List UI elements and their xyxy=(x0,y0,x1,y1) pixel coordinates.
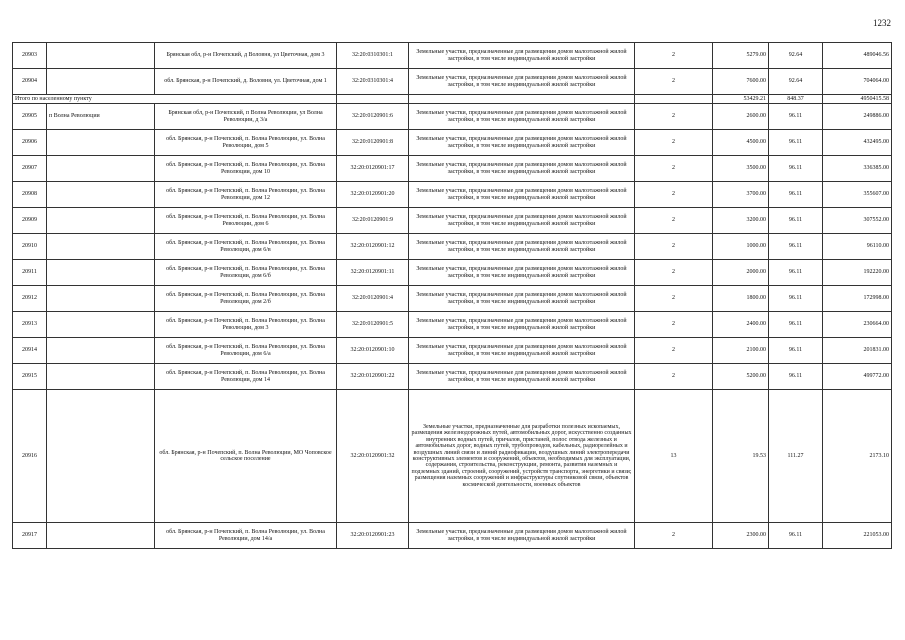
settlement-cell xyxy=(47,43,155,69)
row-number-cell: 20903 xyxy=(13,43,47,69)
land-use-cell: Земельные участки, предназначенные для разработки полезных ископаемых, размещения железнодорожных путей, автомобильных дорог, искусственно созданных внутренних водных путей, причалов, пристаней, полос отвода железных и автомобильных дорог, водных путей, трубопроводов, кабельных, радиорелейных и воздушных линий связи и линий радиофикации, воздушных линий электропередачи конструктивных элементов и сооружений, объектов, необходимых для эксплуатации, содержания, строительства, реконструкции, ремонта, развития наземных и подземных зданий, строений, сооружений, устройств транспорта, энергетики и связи; размещения наземных сооружений и инфраструктуры спутниковой связи, объектов космической деятельности, военных объектов xyxy=(409,390,635,523)
use-group-cell: 2 xyxy=(635,208,713,234)
use-group-cell: 2 xyxy=(635,69,713,95)
cadastral-number-cell: 32:20:0120901:10 xyxy=(337,338,409,364)
settlement-total-row xyxy=(13,95,892,104)
address-cell: обл. Брянская, р-н Почепский, п. Волна Революции, ул. Волна Революции, дом 6/в xyxy=(155,234,337,260)
table-row xyxy=(13,286,892,312)
specific-value-cell: 96.11 xyxy=(769,130,823,156)
cadastral-value-cell: 96110.00 xyxy=(823,234,892,260)
use-group-cell: 2 xyxy=(635,182,713,208)
settlement-cell xyxy=(47,286,155,312)
table-row xyxy=(13,182,892,208)
table-row xyxy=(13,130,892,156)
table-row xyxy=(13,523,892,549)
cadastral-value-cell: 704064.00 xyxy=(823,69,892,95)
area-cell: 1800.00 xyxy=(713,286,769,312)
area-cell: 3200.00 xyxy=(713,208,769,234)
cadastral-value-cell: 249886.00 xyxy=(823,104,892,130)
area-cell: 3500.00 xyxy=(713,156,769,182)
row-number-cell: 20913 xyxy=(13,312,47,338)
specific-value-cell: 96.11 xyxy=(769,286,823,312)
table-row xyxy=(13,208,892,234)
area-cell: 2600.00 xyxy=(713,104,769,130)
cadastral-value-cell: 489046.56 xyxy=(823,43,892,69)
use-group-cell: 2 xyxy=(635,156,713,182)
cadastral-number-cell: 32:20:0120901:12 xyxy=(337,234,409,260)
table-row xyxy=(13,69,892,95)
row-number-cell: 20916 xyxy=(13,390,47,523)
specific-value-cell: 96.11 xyxy=(769,104,823,130)
row-number-cell: 20912 xyxy=(13,286,47,312)
cadastral-number-cell: 32:20:0120901:8 xyxy=(337,130,409,156)
specific-value-cell: 96.11 xyxy=(769,338,823,364)
cadastral-value-cell: 307552.00 xyxy=(823,208,892,234)
area-cell: 2100.00 xyxy=(713,338,769,364)
settlement-cell xyxy=(47,364,155,390)
area-cell: 5200.00 xyxy=(713,364,769,390)
row-number-cell: 20911 xyxy=(13,260,47,286)
settlement-cell xyxy=(47,69,155,95)
use-group-cell: 2 xyxy=(635,260,713,286)
address-cell: обл. Брянская, р-н Почепский, п. Волна Революции, ул. Волна Революции, дом 2/б xyxy=(155,286,337,312)
address-cell: обл. Брянская, р-н Почепский, д. Воловня, ул. Цветочная, дом 1 xyxy=(155,69,337,95)
row-number-cell: 20914 xyxy=(13,338,47,364)
area-cell: 1000.00 xyxy=(713,234,769,260)
cadastral-number-cell: 32:20:0120901:4 xyxy=(337,286,409,312)
table-row xyxy=(13,104,892,130)
specific-value-cell: 96.11 xyxy=(769,208,823,234)
settlement-cell xyxy=(47,182,155,208)
table-body xyxy=(13,43,892,549)
cadastral-value-cell: 355607.00 xyxy=(823,182,892,208)
settlement-cell xyxy=(47,312,155,338)
cadastral-number-cell: 32:20:0120901:5 xyxy=(337,312,409,338)
cadastral-number-cell: 32:20:0120901:6 xyxy=(337,104,409,130)
use-group-cell: 2 xyxy=(635,364,713,390)
land-use-cell: Земельные участки, предназначенные для размещения домов малоэтажной жилой застройки, в том числе индивидуальной жилой застройки xyxy=(409,130,635,156)
use-group-cell: 2 xyxy=(635,130,713,156)
row-number-cell: 20915 xyxy=(13,364,47,390)
address-cell: обл. Брянская, р-н Почепский, п. Волна Революции, МО Чоповское сельское поселение xyxy=(155,390,337,523)
settlement-cell xyxy=(47,338,155,364)
area-cell: 7600.00 xyxy=(713,69,769,95)
row-number-cell: 20905 xyxy=(13,104,47,130)
empty-cell xyxy=(337,95,409,104)
area-cell: 19.53 xyxy=(713,390,769,523)
cadastral-number-cell: 32:20:0120901:9 xyxy=(337,208,409,234)
use-group-cell: 2 xyxy=(635,523,713,549)
cadastral-number-cell: 32:20:0310301:4 xyxy=(337,69,409,95)
empty-cell xyxy=(635,95,713,104)
land-use-cell: Земельные участки, предназначенные для размещения домов малоэтажной жилой застройки, в том числе индивидуальной жилой застройки xyxy=(409,43,635,69)
address-cell: обл. Брянская, р-н Почепский, п. Волна Революции, ул. Волна Революции, дом 12 xyxy=(155,182,337,208)
specific-value-cell: 92.64 xyxy=(769,69,823,95)
cadastral-value-cell: 336385.00 xyxy=(823,156,892,182)
settlement-cell xyxy=(47,208,155,234)
table-row xyxy=(13,338,892,364)
table-row xyxy=(13,260,892,286)
specific-value-cell: 96.11 xyxy=(769,234,823,260)
land-use-cell: Земельные участки, предназначенные для размещения домов малоэтажной жилой застройки, в том числе индивидуальной жилой застройки xyxy=(409,208,635,234)
use-group-cell: 2 xyxy=(635,338,713,364)
specific-value-cell: 111.27 xyxy=(769,390,823,523)
specific-value-cell: 92.64 xyxy=(769,43,823,69)
land-use-cell: Земельные участки, предназначенные для размещения домов малоэтажной жилой застройки, в том числе индивидуальной жилой застройки xyxy=(409,104,635,130)
use-group-cell: 2 xyxy=(635,104,713,130)
settlement-cell xyxy=(47,260,155,286)
cadastral-value-cell: 230664.00 xyxy=(823,312,892,338)
use-group-cell: 2 xyxy=(635,286,713,312)
cadastral-number-cell: 32:20:0120901:32 xyxy=(337,390,409,523)
address-cell: обл. Брянская, р-н Почепский, п. Волна Революции, ул. Волна Революции, дом 6/а xyxy=(155,338,337,364)
cadastral-value-cell: 2173.10 xyxy=(823,390,892,523)
land-use-cell: Земельные участки, предназначенные для размещения домов малоэтажной жилой застройки, в том числе индивидуальной жилой застройки xyxy=(409,260,635,286)
settlement-cell xyxy=(47,523,155,549)
address-cell: обл. Брянская, р-н Почепский, п. Волна Революции, ул. Волна Революции, дом 5 xyxy=(155,130,337,156)
table-row xyxy=(13,156,892,182)
empty-cell xyxy=(409,95,635,104)
land-use-cell: Земельные участки, предназначенные для размещения домов малоэтажной жилой застройки, в том числе индивидуальной жилой застройки xyxy=(409,69,635,95)
row-number-cell: 20906 xyxy=(13,130,47,156)
table-row xyxy=(13,43,892,69)
cadastral-number-cell: 32:20:0120901:17 xyxy=(337,156,409,182)
settlement-cell xyxy=(47,390,155,523)
use-group-cell: 13 xyxy=(635,390,713,523)
specific-value-cell: 96.11 xyxy=(769,364,823,390)
land-use-cell: Земельные участки, предназначенные для размещения домов малоэтажной жилой застройки, в том числе индивидуальной жилой застройки xyxy=(409,286,635,312)
land-use-cell: Земельные участки, предназначенные для размещения домов малоэтажной жилой застройки, в том числе индивидуальной жилой застройки xyxy=(409,364,635,390)
cadastral-number-cell: 32:20:0120901:11 xyxy=(337,260,409,286)
table-row xyxy=(13,234,892,260)
cadastral-value-cell: 499772.00 xyxy=(823,364,892,390)
total-area-cell: 53429.21 xyxy=(713,95,769,104)
row-number-cell: 20910 xyxy=(13,234,47,260)
land-use-cell: Земельные участки, предназначенные для размещения домов малоэтажной жилой застройки, в том числе индивидуальной жилой застройки xyxy=(409,156,635,182)
cadastral-value-cell: 192220.00 xyxy=(823,260,892,286)
address-cell: обл. Брянская, р-н Почепский, п. Волна Революции, ул. Волна Революции, дом 14/а xyxy=(155,523,337,549)
land-use-cell: Земельные участки, предназначенные для размещения домов малоэтажной жилой застройки, в том числе индивидуальной жилой застройки xyxy=(409,234,635,260)
row-number-cell: 20907 xyxy=(13,156,47,182)
land-use-cell: Земельные участки, предназначенные для размещения домов малоэтажной жилой застройки, в том числе индивидуальной жилой застройки xyxy=(409,523,635,549)
address-cell: обл. Брянская, р-н Почепский, п. Волна Революции, ул. Волна Революции, дом 3 xyxy=(155,312,337,338)
total-cadastral-value-cell: 4950415.58 xyxy=(823,95,892,104)
row-number-cell: 20917 xyxy=(13,523,47,549)
address-cell: обл. Брянская, р-н Почепский, п. Волна Революции, ул. Волна Революции, дом 14 xyxy=(155,364,337,390)
page-number: 1232 xyxy=(873,18,891,28)
settlement-cell xyxy=(47,130,155,156)
area-cell: 2300.00 xyxy=(713,523,769,549)
cadastral-number-cell: 32:20:0120901:23 xyxy=(337,523,409,549)
use-group-cell: 2 xyxy=(635,312,713,338)
cadastral-number-cell: 32:20:0120901:20 xyxy=(337,182,409,208)
specific-value-cell: 96.11 xyxy=(769,260,823,286)
cadastral-value-cell: 432495.00 xyxy=(823,130,892,156)
settlement-cell xyxy=(47,156,155,182)
address-cell: обл. Брянская, р-н Почепский, п. Волна Революции, ул. Волна Революции, дом 6/б xyxy=(155,260,337,286)
address-cell: обл. Брянская, р-н Почепский, п. Волна Революции, ул. Волна Революции, дом 10 xyxy=(155,156,337,182)
row-number-cell: 20909 xyxy=(13,208,47,234)
use-group-cell: 2 xyxy=(635,234,713,260)
area-cell: 2400.00 xyxy=(713,312,769,338)
use-group-cell: 2 xyxy=(635,43,713,69)
row-number-cell: 20908 xyxy=(13,182,47,208)
settlement-cell: п Волна Революции xyxy=(47,104,155,130)
table-row xyxy=(13,390,892,523)
cadastral-number-cell: 32:20:0120901:22 xyxy=(337,364,409,390)
table-row xyxy=(13,364,892,390)
row-number-cell: 20904 xyxy=(13,69,47,95)
address-cell: обл. Брянская, р-н Почепский, п. Волна Революции, ул. Волна Революции, дом 6 xyxy=(155,208,337,234)
settlement-cell xyxy=(47,234,155,260)
address-cell: Брянская обл, р-н Почепский, п Волна Революции, ул Волна Революции, д 3/а xyxy=(155,104,337,130)
cadastral-number-cell: 32:20:0310301:1 xyxy=(337,43,409,69)
table-row xyxy=(13,312,892,338)
specific-value-cell: 96.11 xyxy=(769,523,823,549)
land-use-cell: Земельные участки, предназначенные для размещения домов малоэтажной жилой застройки, в том числе индивидуальной жилой застройки xyxy=(409,338,635,364)
land-use-cell: Земельные участки, предназначенные для размещения домов малоэтажной жилой застройки, в том числе индивидуальной жилой застройки xyxy=(409,312,635,338)
cadastral-value-table xyxy=(12,42,892,549)
area-cell: 5279.00 xyxy=(713,43,769,69)
land-use-cell: Земельные участки, предназначенные для размещения домов малоэтажной жилой застройки, в том числе индивидуальной жилой застройки xyxy=(409,182,635,208)
specific-value-cell: 96.11 xyxy=(769,312,823,338)
total-label-cell: Итого по населенному пункту xyxy=(13,95,337,104)
cadastral-value-cell: 172998.00 xyxy=(823,286,892,312)
specific-value-cell: 96.11 xyxy=(769,156,823,182)
cadastral-value-cell: 201831.00 xyxy=(823,338,892,364)
total-specific-value-cell: 848.37 xyxy=(769,95,823,104)
cadastral-value-cell: 221053.00 xyxy=(823,523,892,549)
area-cell: 2000.00 xyxy=(713,260,769,286)
area-cell: 4500.00 xyxy=(713,130,769,156)
specific-value-cell: 96.11 xyxy=(769,182,823,208)
address-cell: Брянская обл, р-н Почепский, д Воловня, ул Цветочная, дом 3 xyxy=(155,43,337,69)
area-cell: 3700.00 xyxy=(713,182,769,208)
